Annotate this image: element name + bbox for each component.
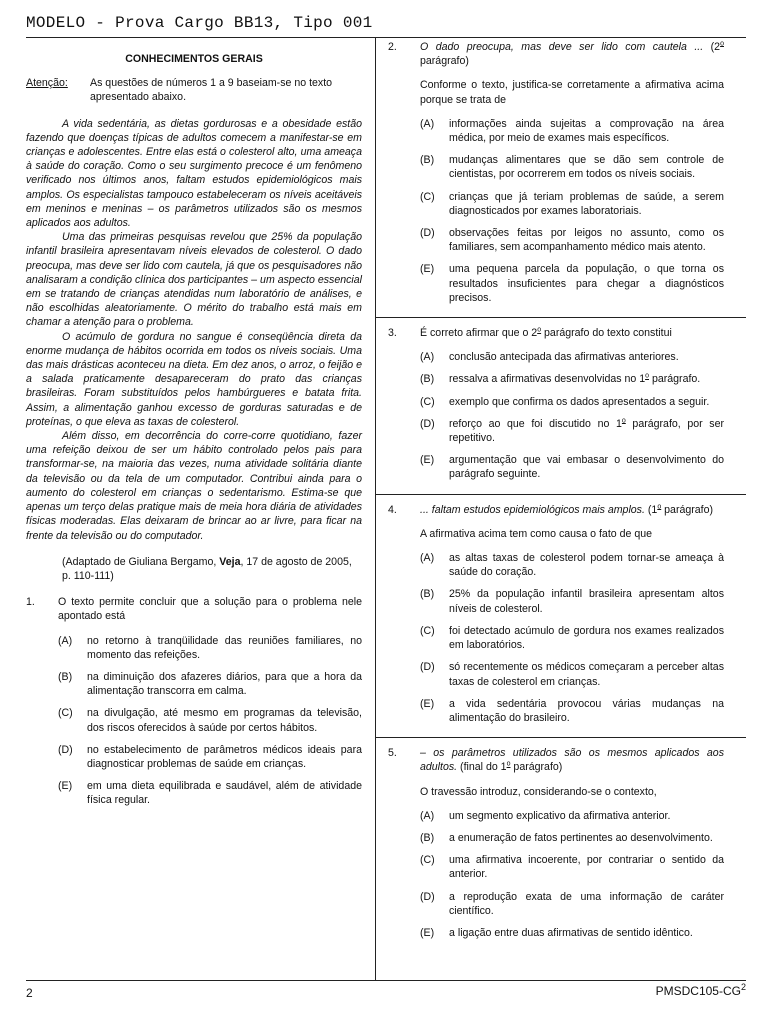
- option-letter: (E): [420, 697, 435, 710]
- option-letter: (C): [420, 854, 435, 867]
- option-letter: (C): [420, 395, 435, 408]
- question-number: 5.: [388, 747, 397, 760]
- question-2: [388, 40, 724, 305]
- right-column: [388, 40, 724, 940]
- option-letter: (B): [420, 831, 435, 844]
- option-d[interactable]: [420, 417, 724, 445]
- option-letter: (B): [420, 373, 435, 386]
- option-c[interactable]: [420, 190, 724, 218]
- option-letter: (B): [58, 670, 73, 683]
- question-number: 1.: [26, 596, 35, 609]
- option-text: uma pequena parcela da população, o que torna os resultados insuficientes para chegar a diagnósticos precisos.: [449, 263, 724, 304]
- ref-post: parágrafo): [510, 761, 563, 774]
- option-text: em uma dieta equilibrada e saudável, além de atividade física regular.: [87, 780, 362, 807]
- quote-text: – os parâmetros utilizados são os mesmos aplicados aos adultos.: [420, 747, 724, 774]
- option-letter: (C): [420, 190, 435, 203]
- option-text: no estabelecimento de parâmetros médicos ideais para diagnosticar problemas de saúde em crianças.: [87, 743, 362, 770]
- option-letter: (D): [58, 743, 73, 756]
- option-letter: (A): [58, 634, 73, 647]
- option-letter: (E): [58, 780, 73, 793]
- exam-header-title: MODELO - Prova Cargo BB13, Tipo 001: [26, 14, 373, 32]
- option-text: crianças que já teriam problemas de saúde, a serem diagnosticados por exames laboratoriais.: [449, 190, 724, 217]
- passage-paragraph-2: Uma das primeiras pesquisas revelou que 25% da população infantil brasileira apresentavam níveis elevados de colesterol. O dado preocupa, mas deve ser lido com cautela, já que os pesquisadores não analisaram a condição clínica dos participantes – um aspecto essencial em se tratando de crianças atendidas num laboratório de análises, e não escolhidas aleatoriamente. O mérito do trabalho está mais em chamar a atenção para o problema.: [26, 231, 362, 329]
- option-letter: (D): [420, 661, 435, 674]
- attention-text: As questões de números 1 a 9 baseiam-se no texto apresentado abaixo.: [90, 77, 333, 104]
- header-rule: [26, 37, 746, 38]
- option-c[interactable]: [420, 624, 724, 652]
- option-letter: (C): [58, 707, 73, 720]
- option-letter: (B): [420, 154, 435, 167]
- option-b[interactable]: [58, 670, 362, 698]
- option-a[interactable]: [420, 809, 724, 823]
- exam-code: [656, 984, 746, 998]
- reading-passage: [26, 117, 362, 543]
- option-letter: (D): [420, 227, 435, 240]
- ordinal-sup: o: [506, 760, 511, 768]
- question-number: 2.: [388, 41, 397, 53]
- option-letter: (E): [420, 926, 435, 939]
- option-letter: (E): [420, 263, 435, 276]
- question-stem: [420, 326, 724, 340]
- option-letter: (A): [420, 117, 435, 130]
- option-text: a enumeração de fatos pertinentes ao desenvolvimento.: [449, 831, 713, 844]
- question-separator: [376, 494, 746, 495]
- question-number: 4.: [388, 503, 397, 516]
- option-letter: (A): [420, 552, 435, 565]
- option-e[interactable]: [420, 926, 724, 940]
- option-text: na divulgação, até mesmo em programas da televisão, dos riscos oferecidos à saúde por certos hábitos.: [87, 707, 362, 734]
- question-separator: [376, 737, 746, 738]
- page-number: 2: [26, 986, 33, 1000]
- passage-paragraph-1: A vida sedentária, as dietas gordurosas e a obesidade estão fazendo que doenças típicas de adultos comecem a manifestar-se em crianças e adolescentes. Entre elas está o colesterol alto, uma ameaça à saúde do coração. Como o seu surgimento precoce é um fenômeno verificado nos últimos anos, faltam estudos epidemiológicos mais amplos. Os especialistas tampouco estabeleceram os níveis aceitáveis em meninos e meninas – os parâmetros utilizados são os mesmos aplicados aos adultos.: [26, 117, 362, 230]
- attention-note: [26, 76, 362, 104]
- option-e[interactable]: [420, 697, 724, 725]
- option-text: uma afirmativa incoerente, por contrariar o sentido da anterior.: [449, 854, 724, 881]
- option-e[interactable]: [420, 262, 724, 305]
- option-text: mudanças alimentares que se dão sem controle de cientistas, por ocorrerem em todos os níveis sociais.: [449, 154, 724, 181]
- option-text: só recentemente os médicos começaram a perceber altas taxas de colesterol em crianças.: [449, 661, 724, 688]
- exam-code-text: PMSDC105-CG: [655, 984, 741, 998]
- ref-post: parágrafo): [661, 503, 714, 516]
- option-b[interactable]: [420, 372, 724, 386]
- option-text: reforço ao que foi discutido no 1$^o$ parágrafo, por ser repetitivo.: [449, 417, 725, 445]
- option-text: na diminuição dos afazeres diários, para que a hora da alimentação transcorra em calma.: [87, 670, 362, 698]
- option-c[interactable]: [58, 706, 362, 734]
- option-a[interactable]: [58, 634, 362, 662]
- option-letter: (E): [420, 454, 435, 467]
- passage-source: [26, 555, 362, 583]
- ordinal-sup: o: [720, 40, 724, 48]
- option-letter: (D): [420, 890, 435, 903]
- passage-paragraph-3: O acúmulo de gordura no sangue é conseqüência direta da enorme mudança de hábitos ocorrida em todos os níveis sociais. Uma das mais drásticas aconteceu na dieta. Em dez anos, o arroz, o feijão e a salada praticamente desapareceram do prato das crianças brasileiras. Foram substituídos pelos hambúrgueres e batata frita. Assim, a alimentação ganhou excesso de gorduras saturadas e de proteínas, o que eleva as taxas de colesterol.: [26, 330, 362, 428]
- stem-post: parágrafo do texto constitui: [541, 327, 672, 340]
- option-text: a vida sedentária provocou várias mudanças na alimentação do brasileiro.: [449, 697, 724, 724]
- option-text: as altas taxas de colesterol podem tornar-se ameaça à saúde do coração.: [449, 552, 724, 579]
- option-d[interactable]: [420, 226, 724, 254]
- option-e[interactable]: [420, 453, 724, 481]
- option-b[interactable]: [420, 587, 724, 615]
- question-3: [388, 326, 724, 482]
- stem-pre: É correto afirmar que o 2: [420, 327, 538, 340]
- option-text: observações feitas por leigos no assunto, como os familiares, sem acompanhamento médico mais atento.: [449, 227, 724, 254]
- option-letter: (D): [420, 417, 435, 430]
- option-letter: (B): [420, 588, 435, 601]
- option-b[interactable]: [420, 153, 724, 181]
- question-5: [388, 746, 724, 940]
- question-quote: [420, 503, 724, 517]
- option-c[interactable]: [420, 395, 724, 409]
- question-1: [26, 595, 362, 807]
- option-text: exemplo que confirma os dados apresentados a seguir.: [449, 395, 710, 408]
- left-column: [26, 40, 362, 808]
- passage-paragraph-4: Além disso, em decorrência do corre-corre quotidiano, fazer uma refeição deixou de ser um hábito controlado pelos pais para transformar-se, na maioria das vezes, numa atividade solitária diante da televisão ou da tela de um computador. Contribui ainda para o aumento do colesterol em crianças o sedentarismo. Estima-se que apenas um terço delas pratique mais de meia hora diária de atividades físicas moderadas. Elas deixaram de brincar ao ar livre, para ficar na frente da televisão ou do computador.: [26, 430, 362, 542]
- option-text: ressalva a afirmativas desenvolvidas no 1$^o$ parágrafo.: [449, 372, 701, 386]
- question-quote: [420, 746, 724, 774]
- option-text: 25% da população infantil brasileira apresentam altos níveis de colesterol.: [449, 588, 724, 615]
- option-e[interactable]: [58, 779, 362, 807]
- option-text: conclusão antecipada das afirmativas anteriores.: [449, 351, 679, 364]
- exam-code-sup: 2: [740, 982, 746, 992]
- option-text: um segmento explicativo da afirmativa anterior.: [449, 809, 671, 822]
- option-text: foi detectado acúmulo de gordura nos exames realizados em laboratórios.: [449, 624, 724, 652]
- option-text: no retorno à tranqüilidade das reuniões familiares, no momento das refeições.: [87, 634, 362, 661]
- ordinal-sup: o: [537, 326, 542, 334]
- ref-post: parágrafo): [420, 55, 469, 68]
- footer-rule: [26, 980, 746, 981]
- question-quote: [420, 40, 724, 68]
- question-stem: O texto permite concluir que a solução para o problema nele apontado está: [58, 596, 362, 623]
- source-prefix: (Adaptado de Giuliana Bergamo,: [62, 555, 220, 568]
- question-stem: O travessão introduz, considerando-se o contexto,: [420, 785, 657, 798]
- question-number: 3.: [388, 327, 397, 340]
- option-text: informações ainda sujeitas a comprovação na área médica, por meio de exames mais específicos.: [449, 117, 724, 145]
- attention-label: Atenção:: [26, 77, 68, 90]
- option-letter: (A): [420, 809, 435, 822]
- question-separator: [376, 317, 746, 318]
- question-stem: A afirmativa acima tem como causa o fato de que: [420, 527, 653, 540]
- question-stem: Conforme o texto, justifica-se corretamente a afirmativa acima porque se trata de: [420, 79, 724, 106]
- option-text: a ligação entre duas afirmativas de sentido idêntico.: [449, 926, 693, 939]
- section-title: CONHECIMENTOS GERAIS: [125, 53, 263, 65]
- option-b[interactable]: [420, 831, 724, 845]
- ordinal-sup: o: [657, 503, 662, 511]
- option-text: a reprodução exata de uma informação de caráter científico.: [449, 890, 724, 917]
- column-divider: [375, 38, 376, 980]
- quote-text: ... faltam estudos epidemiológicos mais amplos.: [420, 503, 645, 516]
- option-a[interactable]: [420, 117, 724, 145]
- ref-pre: (final do 1: [457, 761, 507, 774]
- source-publication: Veja: [219, 555, 241, 568]
- option-letter: (A): [420, 351, 435, 364]
- option-d[interactable]: [420, 660, 724, 688]
- option-a[interactable]: [420, 350, 724, 364]
- quote-text: O dado preocupa, mas deve ser lido com cautela ...: [420, 41, 704, 53]
- option-d[interactable]: [420, 890, 724, 918]
- option-letter: (C): [420, 624, 435, 637]
- option-c[interactable]: [420, 853, 724, 881]
- ref-pre: (1: [644, 503, 658, 516]
- option-d[interactable]: [58, 743, 362, 771]
- option-a[interactable]: [420, 551, 724, 579]
- ref-pre: (2: [703, 41, 721, 53]
- question-4: [388, 503, 724, 725]
- source-suffix: , 17 de agosto de 2005, p. 110-111): [62, 555, 352, 582]
- option-text: argumentação que vai embasar o desenvolvimento do parágrafo seguinte.: [449, 454, 724, 481]
